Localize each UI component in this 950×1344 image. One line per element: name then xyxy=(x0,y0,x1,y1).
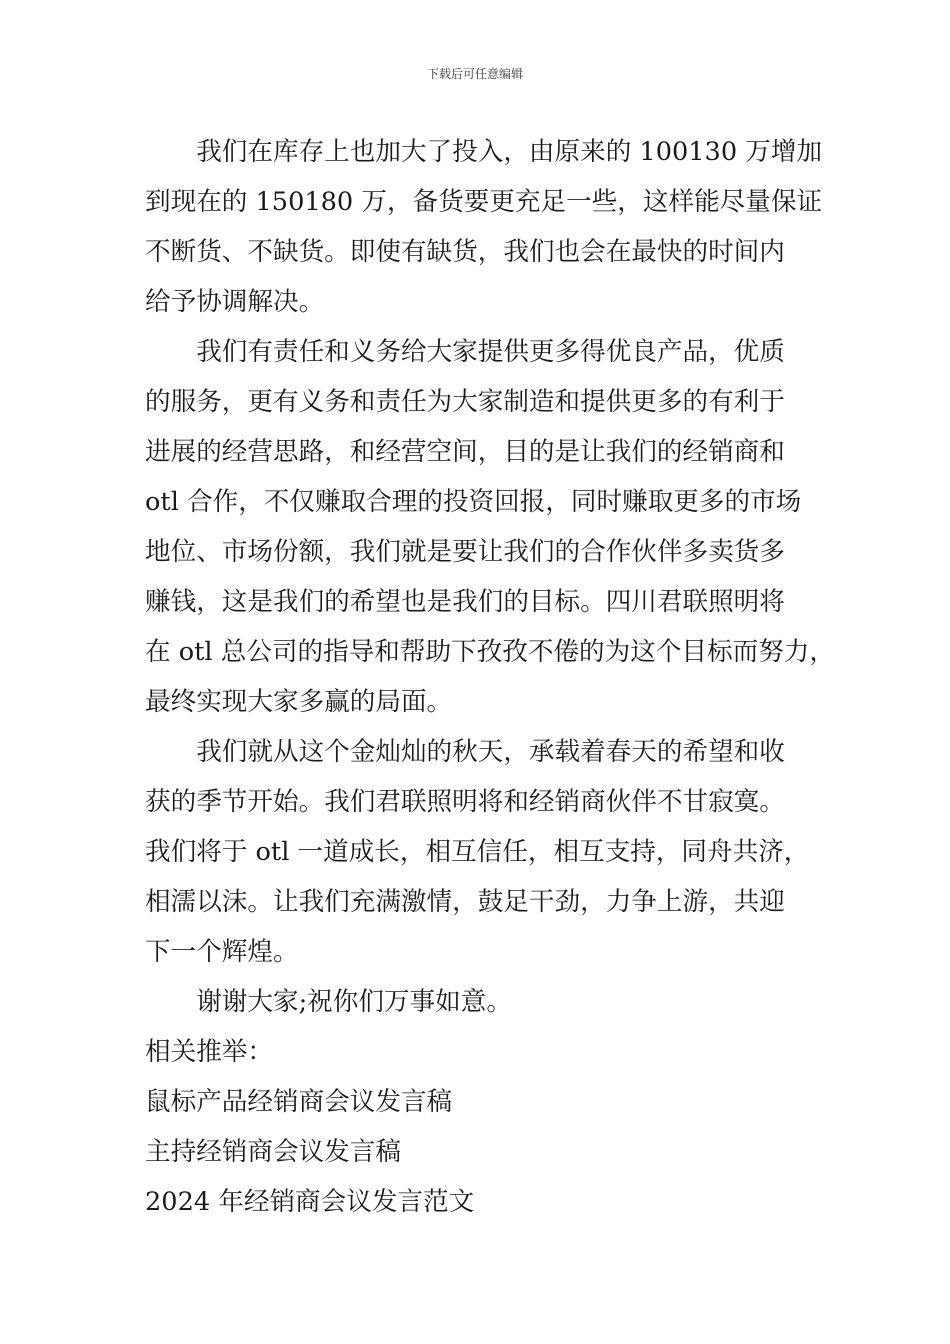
paragraph-inventory xyxy=(145,127,825,327)
document-body xyxy=(145,127,835,1227)
text-line: 地位、市场份额，我们就是要让我们的合作伙伴多卖货多 xyxy=(145,537,785,567)
text-line: 进展的经营思路，和经营空间，目的是让我们的经销商和 xyxy=(145,437,785,467)
text-line: otl 合作，不仅赚取合理的投资回报，同时赚取更多的市场 xyxy=(145,487,802,517)
text-line: 的服务，更有义务和责任为大家制造和提供更多的有利于 xyxy=(145,387,785,417)
text-line: 谢谢大家;祝你们万事如意。 xyxy=(196,987,512,1017)
text-line: 到现在的 150180 万，备货要更充足一些，这样能尽量保证 xyxy=(145,187,823,217)
text-line: 相濡以沫。让我们充满激情，鼓足干劲，力争上游，共迎 xyxy=(145,887,785,917)
text-line: 我们在库存上也加大了投入，由原来的 100130 万增加 xyxy=(196,137,823,167)
related-link[interactable]: 2024 年经销商会议发言范文 xyxy=(145,1187,475,1217)
text-line: 我们就从这个金灿灿的秋天，承载着春天的希望和收 xyxy=(196,737,785,767)
paragraph-responsibility xyxy=(145,327,835,727)
text-line: 最终实现大家多赢的局面。 xyxy=(145,687,453,717)
related-heading: 相关推举： xyxy=(145,1037,273,1067)
text-line: 在 otl 总公司的指导和帮助下孜孜不倦的为这个目标而努力， xyxy=(145,637,835,667)
text-line: 我们将于 otl 一道成长，相互信任，相互支持，同舟共济， xyxy=(145,837,810,867)
related-section xyxy=(145,1027,825,1227)
text-line: 不断货、不缺货。即使有缺货，我们也会在最快的时间内 xyxy=(145,237,785,267)
page-header-note: 下载后可任意编辑 xyxy=(426,67,523,81)
paragraph-autumn xyxy=(145,727,825,977)
text-line: 我们有责任和义务给大家提供更多得优良产品，优质 xyxy=(196,337,785,367)
related-link[interactable]: 鼠标产品经销商会议发言稿 xyxy=(145,1087,453,1117)
text-line: 获的季节开始。我们君联照明将和经销商伙伴不甘寂寞。 xyxy=(145,787,785,817)
text-line: 赚钱，这是我们的希望也是我们的目标。四川君联照明将 xyxy=(145,587,785,617)
related-link[interactable]: 主持经销商会议发言稿 xyxy=(145,1137,401,1167)
text-line: 给予协调解决。 xyxy=(145,287,325,317)
text-line: 下一个辉煌。 xyxy=(145,937,299,967)
paragraph-thanks xyxy=(145,977,825,1027)
